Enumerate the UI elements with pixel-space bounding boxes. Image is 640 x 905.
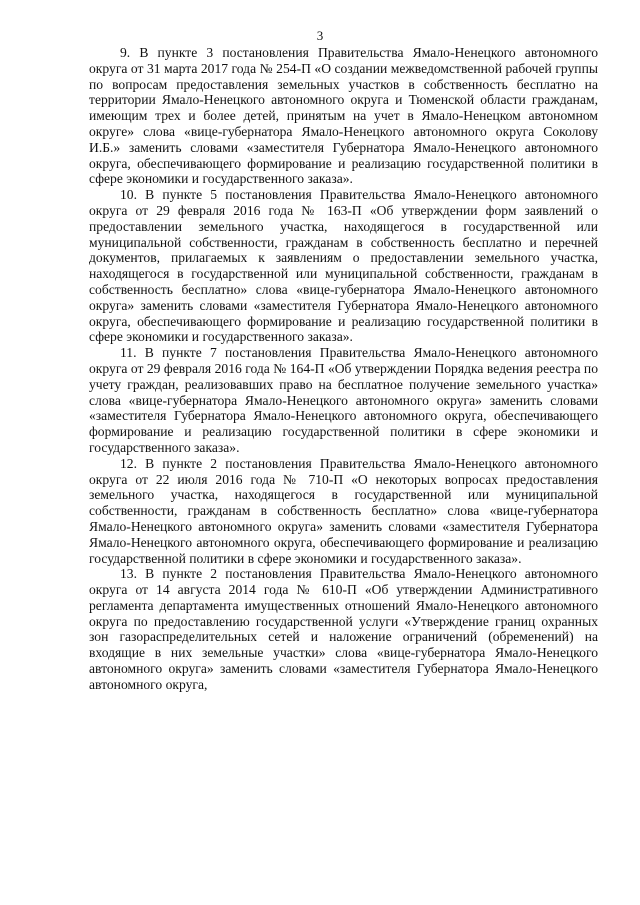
paragraph-item-12: 12. В пункте 2 постановления Правительства Ямало-Ненецкого автономного округа от 22 июля 2016 года № 710-П «О некоторых вопросах предоставления земельного участка, находящегося в государственной или муниципальной собственности, гражданам в собственность бесплатно» слова «вице-губернатора Ямало-Ненецкого автономного округа» заменить словами «заместителя Губернатора Ямало-Ненецкого автономного округа, обеспечивающего формирование и реализацию государственной политики в сфере экономики и государственного заказа». [89, 455, 598, 566]
paragraph-item-13: 13. В пункте 2 постановления Правительства Ямало-Ненецкого автономного округа от 14 августа 2014 года № 610-П «Об утверждении Административного регламента департамента имущественных отношений Ямало-Ненецкого автономного округа по предоставлению государственной услуги «Утверждение границ охранных зон газораспределительных сетей и наложение ограничений (обременений) на входящие в них земельные участки» слова «вице-губернатора Ямало-Ненецкого автономного округа» заменить словами «заместителя Губернатора Ямало-Ненецкого автономного округа, [89, 566, 598, 692]
paragraph-item-11: 11. В пункте 7 постановления Правительства Ямало-Ненецкого автономного округа от 29 февраля 2016 года № 164-П «Об утверждении Порядка ведения реестра по учету граждан, реализовавших право на бесплатное получение земельного участка» слова «вице-губернатора Ямало-Ненецкого автономного округа» заменить словами «заместителя Губернатора Ямало-Ненецкого автономного округа, обеспечивающего формирование и реализацию государственной политики в сфере экономики и государственного заказа». [89, 345, 598, 455]
paragraph-item-9: 9. В пункте 3 постановления Правительства Ямало-Ненецкого автономного округа от 31 марта 2017 года № 254-П «О создании межведомственной рабочей группы по вопросам предоставления земельных участков в собственность бесплатно на территории Ямало-Ненецкого автономного округа и Тюменской области гражданам, имеющим трех и более детей, принятым на учет в Ямало-Ненецком автономном округе» слова «вице-губернатора Ямало-Ненецкого автономного округа Соколову И.Б.» заменить словами «заместителя Губернатора Ямало-Ненецкого автономного округа, обеспечивающего формирование и реализацию государственной политики в сфере экономики и государственного заказа». [89, 45, 598, 187]
document-body [89, 45, 598, 693]
paragraph-item-10: 10. В пункте 5 постановления Правительства Ямало-Ненецкого автономного округа от 29 февраля 2016 года № 163-П «Об утверждении форм заявлений о предоставлении земельного участка, находящегося в государственной или муниципальной собственности, гражданам в собственность бесплатно и перечней документов, прилагаемых к заявлениям о предоставлении земельного участка, находящегося в государственной или муниципальной собственности, гражданам в собственность бесплатно» слова «вице-губернатора Ямало-Ненецкого автономного округа» заменить словами «заместителя Губернатора Ямало-Ненецкого автономного округа, обеспечивающего формирование и реализацию государственной политики в сфере экономики и государственного заказа». [89, 187, 598, 345]
page-number: 3 [316, 28, 324, 43]
